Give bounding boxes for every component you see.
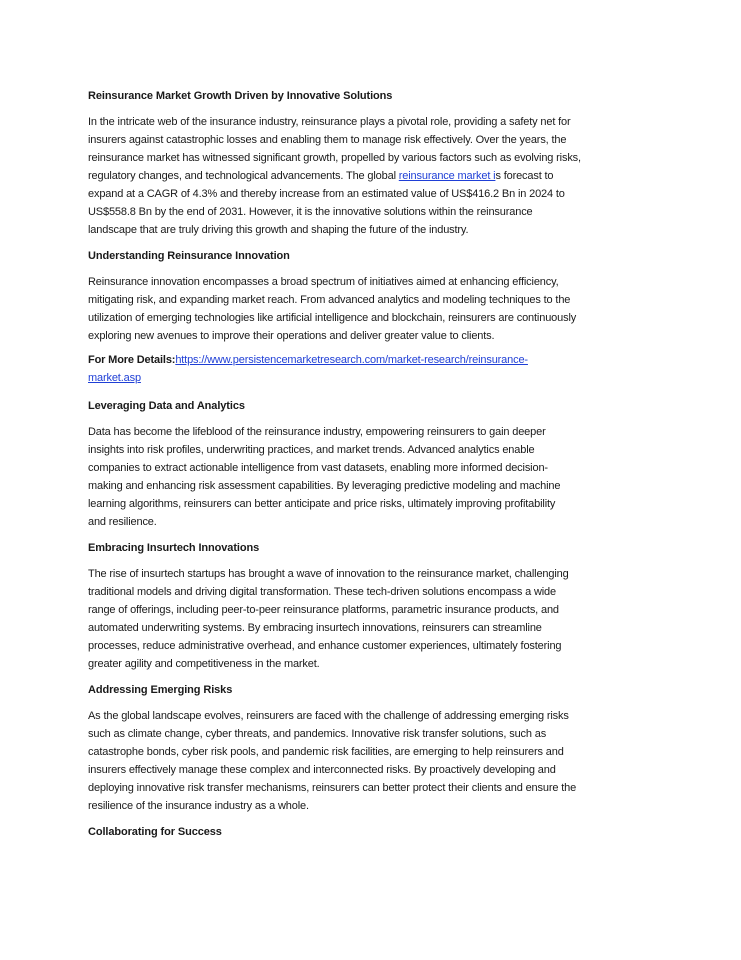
section-paragraph <box>88 423 668 531</box>
text-segment: regulatory changes, and technological advancements. The global <box>88 170 399 182</box>
text-line: Reinsurance innovation encompasses a broad spectrum of initiatives aimed at enhancing efficiency, <box>88 276 559 288</box>
details-line <box>88 369 668 387</box>
details-line <box>88 351 668 369</box>
text-line: range of offerings, including peer-to-peer reinsurance platforms, parametric insurance products, and <box>88 604 559 616</box>
text-line: catastrophe bonds, cyber risk pools, and pandemic risk facilities, are emerging to help reinsurers and <box>88 746 564 758</box>
text-line: utilization of emerging technologies like artificial intelligence and blockchain, reinsurers are continuously <box>88 312 577 324</box>
text-line: reinsurance market has witnessed significant growth, propelled by various factors such as evolving risks, <box>88 152 581 164</box>
text-line: As the global landscape evolves, reinsurers are faced with the challenge of addressing emerging risks <box>88 710 569 722</box>
more-details <box>88 351 668 387</box>
text-line: companies to extract actionable intelligence from vast datasets, enabling more informed decision- <box>88 462 548 474</box>
document-title: Reinsurance Market Growth Driven by Innovative Solutions <box>88 90 393 102</box>
section-heading: Embracing Insurtech Innovations <box>88 542 260 554</box>
text-line: mitigating risk, and expanding market reach. From advanced analytics and modeling techniques to the <box>88 294 571 306</box>
text-line: insights into risk profiles, underwriting practices, and market trends. Advanced analytics enable <box>88 444 535 456</box>
text-line: expand at a CAGR of 4.3% and thereby increase from an estimated value of US$416.2 Bn in 2024 to <box>88 188 565 200</box>
section-heading: Understanding Reinsurance Innovation <box>88 250 290 262</box>
text-line: learning algorithms, reinsurers can better anticipate and price risks, ultimately improving profitability <box>88 498 556 510</box>
details-url-link[interactable]: https://www.persistencemarketresearch.com/market-research/reinsurance- <box>175 354 528 366</box>
section-heading: Addressing Emerging Risks <box>88 684 233 696</box>
text-line: insurers against catastrophic losses and enabling them to manage risk effectively. Over the years, the <box>88 134 567 146</box>
text-line: resilience of the insurance industry as a whole. <box>88 800 309 812</box>
section-paragraph <box>88 565 668 673</box>
text-line: insurers effectively manage these complex and interconnected risks. By proactively developing and <box>88 764 556 776</box>
text-line: The rise of insurtech startups has brought a wave of innovation to the reinsurance market, challenging <box>88 568 569 580</box>
text-segment: s forecast to <box>495 170 554 182</box>
section-heading: Collaborating for Success <box>88 826 222 838</box>
text-line: exploring new avenues to improve their operations and deliver greater value to clients. <box>88 330 495 342</box>
text-line: and resilience. <box>88 516 157 528</box>
details-url-link-cont[interactable]: market.asp <box>88 372 141 384</box>
text-line: automated underwriting systems. By embracing insurtech innovations, reinsurers can streamline <box>88 622 542 634</box>
text-line: deploying innovative risk transfer mechanisms, reinsurers can better protect their clients and ensure the <box>88 782 577 794</box>
text-line: greater agility and competitiveness in the market. <box>88 658 320 670</box>
section-paragraph <box>88 273 668 345</box>
details-label: For More Details: <box>88 354 176 366</box>
intro-paragraph <box>88 113 668 239</box>
text-line: traditional models and driving digital transformation. These tech-driven solutions encompass a wide <box>88 586 556 598</box>
text-line: landscape that are truly driving this growth and shaping the future of the industry. <box>88 224 469 236</box>
section-paragraph <box>88 707 668 815</box>
text-line: In the intricate web of the insurance industry, reinsurance plays a pivotal role, providing a safety net for <box>88 116 571 128</box>
text-line: Data has become the lifeblood of the reinsurance industry, empowering reinsurers to gain deeper <box>88 426 546 438</box>
reinsurance-market-link[interactable]: reinsurance market i <box>398 170 496 182</box>
section-heading: Leveraging Data and Analytics <box>88 400 245 412</box>
text-line: US$558.8 Bn by the end of 2031. However, it is the innovative solutions within the reinsurance <box>88 206 533 218</box>
text-line: such as climate change, cyber threats, and pandemics. Innovative risk transfer solutions, such as <box>88 728 547 740</box>
text-line <box>88 167 668 185</box>
text-line: processes, reduce administrative overhead, and enhance customer experiences, ultimately fostering <box>88 640 562 652</box>
text-line: making and enhancing risk assessment capabilities. By leveraging predictive modeling and machine <box>88 480 561 492</box>
